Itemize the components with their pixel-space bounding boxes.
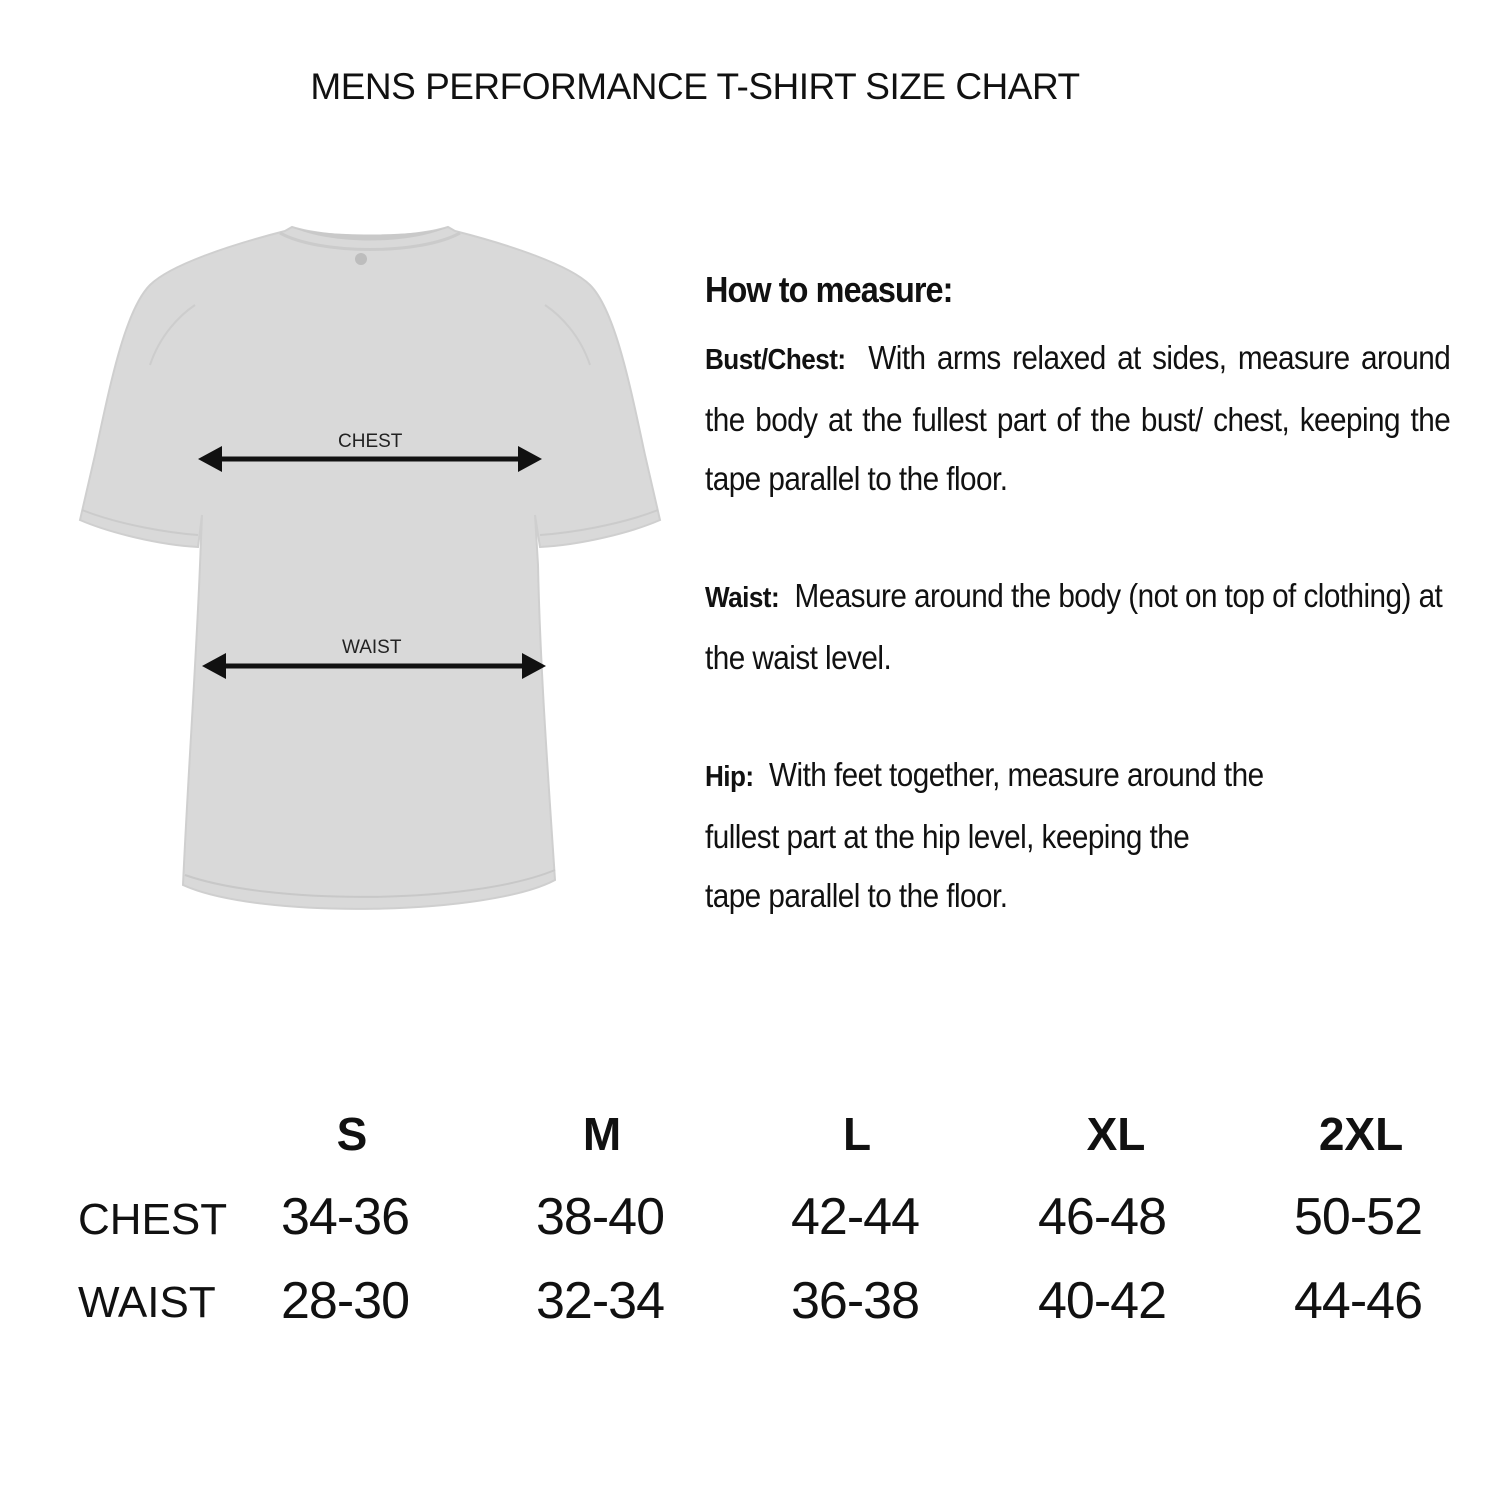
page-title: MENS PERFORMANCE T-SHIRT SIZE CHART [310,66,1080,107]
hip-text-line-3: tape parallel to the floor. [705,877,1008,914]
size-header-s: S [336,1108,368,1160]
hip-instructions [705,745,1450,925]
how-to-measure-heading: How to measure: [705,269,953,310]
bust-chest-term: Bust/Chest: [705,344,846,376]
waist-term: Waist: [705,582,780,614]
size-header-2xl: 2XL [1318,1108,1404,1160]
brand-logo-icon [355,253,367,265]
bust-chest-instructions [705,328,1450,508]
how-to-measure-section [705,262,1450,925]
chest-s: 34-36 [281,1188,409,1246]
chest-m: 38-40 [536,1188,664,1246]
chest-xl: 46-48 [1038,1188,1166,1246]
size-header-l: L [842,1108,872,1160]
row-label-chest: CHEST [78,1195,228,1244]
waist-arrow-label: WAIST [342,637,402,658]
chest-arrow-label: CHEST [338,431,403,452]
hip-text-line-2: fullest part at the hip level, keeping the [705,818,1190,855]
bust-chest-text: With arms relaxed at sides, measure around the body at the fullest part of the bust/ chest, keeping the tape parallel to the floor. [705,339,1451,497]
size-header-m: M [582,1108,622,1160]
waist-xl: 40-42 [1038,1272,1166,1330]
waist-m: 32-34 [536,1272,664,1330]
hip-text-line-1: With feet together, measure around the [769,756,1264,793]
size-header-xl: XL [1086,1108,1146,1160]
row-label-waist: WAIST [78,1278,216,1327]
hip-term: Hip: [705,761,754,793]
waist-l: 36-38 [791,1272,919,1330]
waist-2xl: 44-46 [1294,1272,1422,1330]
shirt-illustration [70,215,670,945]
waist-text: Measure around the body (not on top of clothing) at the waist level. [705,577,1443,676]
chest-2xl: 50-52 [1294,1188,1422,1246]
shirt-body [80,227,660,909]
size-table [0,1095,1500,1355]
waist-s: 28-30 [281,1272,409,1330]
waist-instructions [705,566,1450,687]
chest-l: 42-44 [791,1188,919,1246]
